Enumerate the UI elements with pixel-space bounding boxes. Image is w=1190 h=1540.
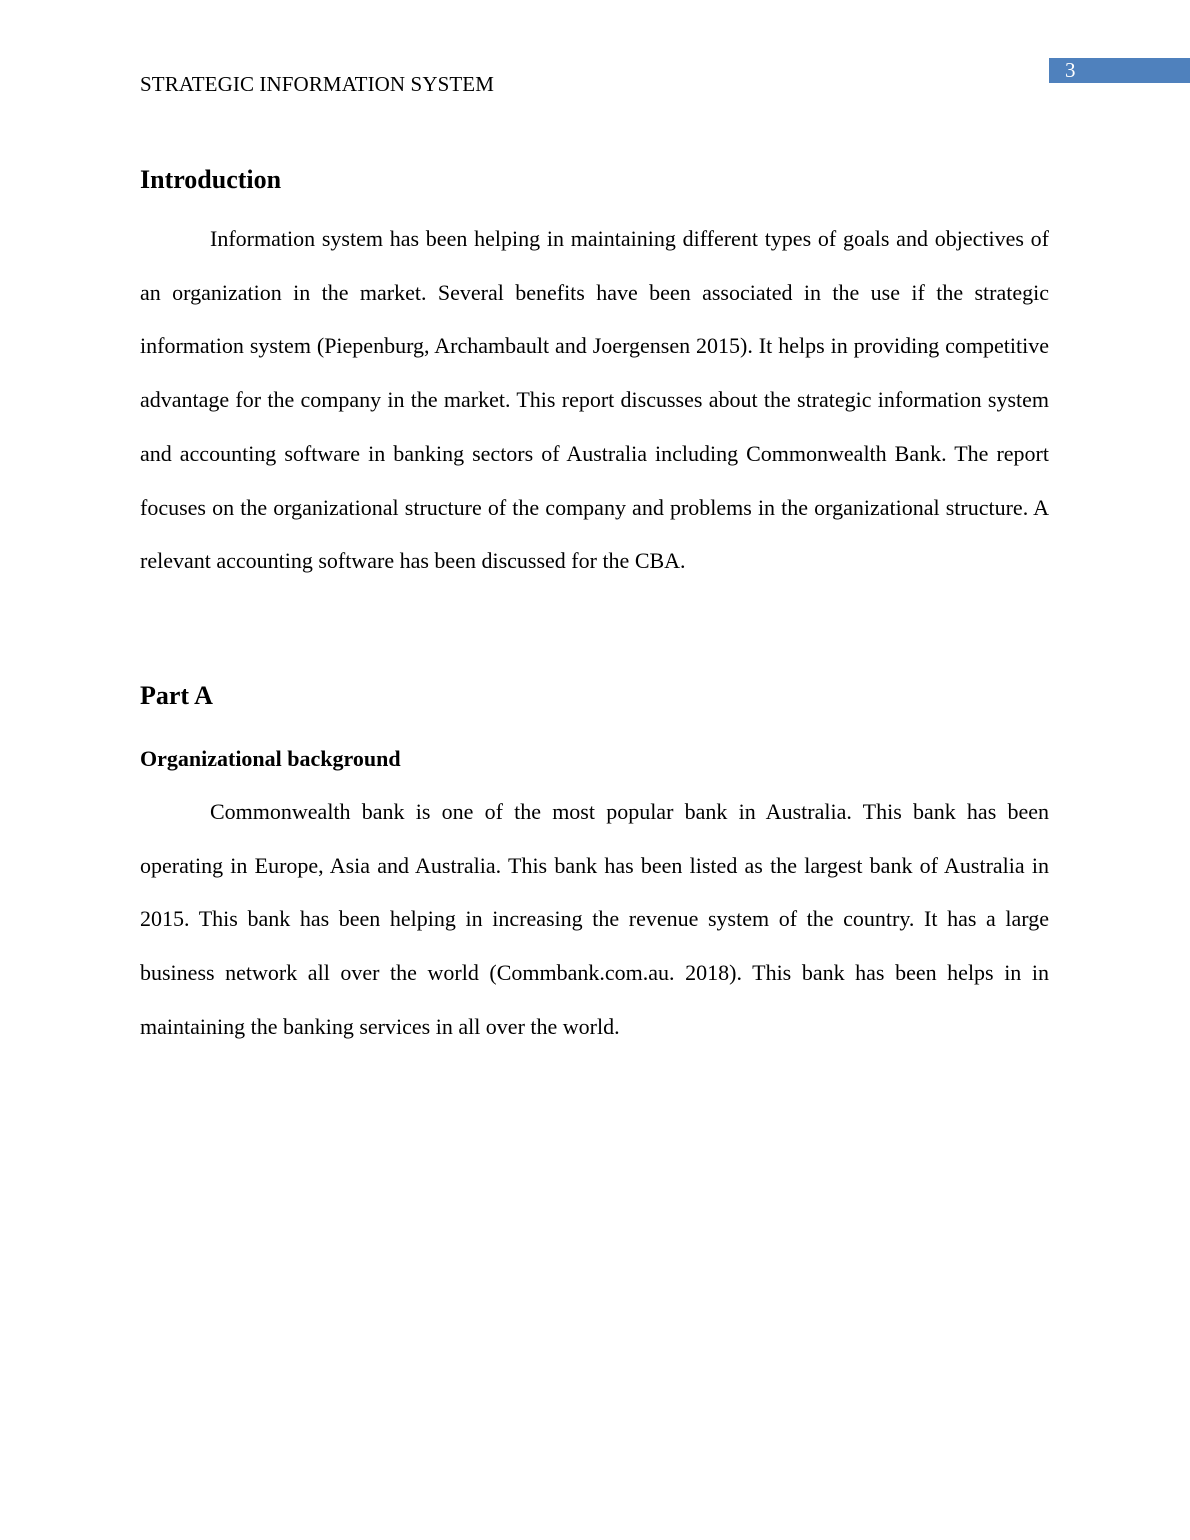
running-header-title: STRATEGIC INFORMATION SYSTEM — [140, 72, 494, 96]
organizational-background-heading: Organizational background — [140, 746, 401, 771]
introduction-heading: Introduction — [140, 165, 282, 194]
introduction-paragraph: Information system has been helping in maintaining different types of goals and objectives of an organization in the market. Several benefits have been associated in the use if the strategic information system (Piepenburg, Archambault and Joergensen 2015). It helps in providing competitive advantage for the company in the market. This report discusses about the strategic information system and accounting software in banking sectors of Australia including Commonwealth Bank. The report focuses on the organizational structure of the company and problems in the organizational structure. A relevant accounting software has been discussed for the CBA. — [140, 226, 1049, 574]
page-number: 3 — [1049, 58, 1190, 83]
part-a-heading: Part A — [140, 681, 213, 710]
organizational-background-paragraph: Commonwealth bank is one of the most popular bank in Australia. This bank has been operating in Europe, Asia and Australia. This bank has been listed as the largest bank of Australia in 2015. This bank has been helping in increasing the revenue system of the country. It has a large business network all over the world (Commbank.com.au. 2018). This bank has been helps in in maintaining the banking services in all over the world. — [140, 799, 1049, 1039]
